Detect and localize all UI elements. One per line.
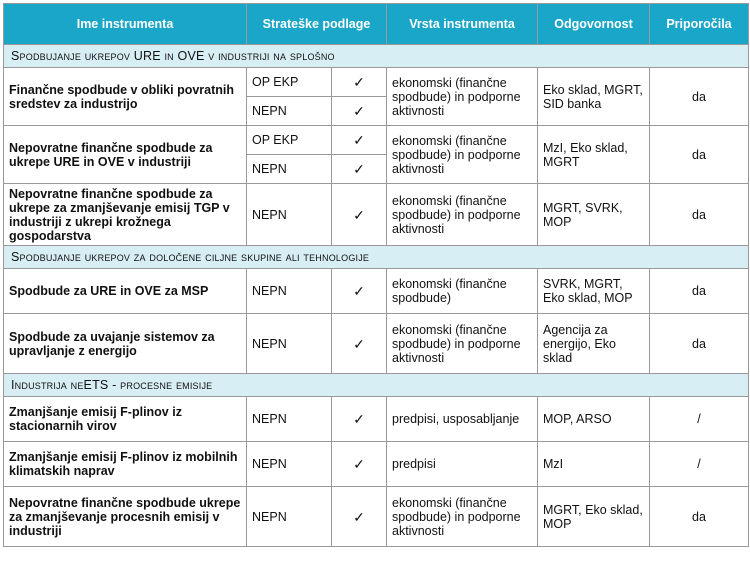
table-row (4, 269, 749, 314)
recommendation: da (650, 184, 749, 246)
instrument-name: Nepovratne finančne spodbude za ukrepe URE in OVE v industriji (4, 126, 247, 184)
strategic-source: NEPN (247, 487, 332, 547)
recommendation: / (650, 442, 749, 487)
table-row (4, 487, 749, 547)
responsibility: MzI, Eko sklad, MGRT (538, 126, 650, 184)
responsibility: MGRT, Eko sklad, MOP (538, 487, 650, 547)
section-header (4, 374, 749, 397)
col-header-name: Ime instrumenta (4, 4, 247, 45)
instruments-table (3, 3, 749, 547)
table-row (4, 184, 749, 246)
instrument-name: Spodbude za URE in OVE za MSP (4, 269, 247, 314)
check-mark-icon: ✓ (332, 397, 387, 442)
responsibility: Agencija za energijo, Eko sklad (538, 314, 650, 374)
table-row (4, 314, 749, 374)
strategic-source: OP EKP (247, 126, 332, 155)
instrument-type: ekonomski (finančne spodbude) (387, 269, 538, 314)
check-mark-icon: ✓ (332, 68, 387, 97)
header-row (4, 4, 749, 45)
recommendation: da (650, 487, 749, 547)
section-header (4, 45, 749, 68)
col-header-strategic: Strateške podlage (247, 4, 387, 45)
instrument-type: ekonomski (finančne spodbude) in podporne aktivnosti (387, 314, 538, 374)
instrument-type: ekonomski (finančne spodbude) in podporne aktivnosti (387, 68, 538, 126)
instrument-type: ekonomski (finančne spodbude) in podporne aktivnosti (387, 184, 538, 246)
strategic-source: NEPN (247, 442, 332, 487)
instrument-type: predpisi, usposabljanje (387, 397, 538, 442)
col-header-type: Vrsta instrumenta (387, 4, 538, 45)
instrument-type: ekonomski (finančne spodbude) in podporne aktivnosti (387, 126, 538, 184)
check-mark-icon: ✓ (332, 314, 387, 374)
strategic-source: NEPN (247, 314, 332, 374)
strategic-source: NEPN (247, 97, 332, 126)
strategic-source: NEPN (247, 184, 332, 246)
check-mark-icon: ✓ (332, 97, 387, 126)
table-row (4, 126, 749, 155)
recommendation: da (650, 269, 749, 314)
responsibility: MOP, ARSO (538, 397, 650, 442)
instrument-type: predpisi (387, 442, 538, 487)
responsibility: MGRT, SVRK, MOP (538, 184, 650, 246)
table-row (4, 397, 749, 442)
strategic-source: OP EKP (247, 68, 332, 97)
strategic-source: NEPN (247, 155, 332, 184)
col-header-responsibility: Odgovornost (538, 4, 650, 45)
instrument-name: Nepovratne finančne spodbude ukrepe za zmanjševanje procesnih emisij v industriji (4, 487, 247, 547)
instrument-name: Finančne spodbude v obliki povratnih sredstev za industrijo (4, 68, 247, 126)
strategic-source: NEPN (247, 397, 332, 442)
recommendation: da (650, 68, 749, 126)
section-title: Industrija neETS - procesne emisije (4, 374, 749, 397)
section-title: Spodbujanje ukrepov URE in OVE v industriji na splošno (4, 45, 749, 68)
responsibility: SVRK, MGRT, Eko sklad, MOP (538, 269, 650, 314)
check-mark-icon: ✓ (332, 269, 387, 314)
instrument-name: Zmanjšanje emisij F-plinov iz mobilnih klimatskih naprav (4, 442, 247, 487)
check-mark-icon: ✓ (332, 442, 387, 487)
strategic-source: NEPN (247, 269, 332, 314)
check-mark-icon: ✓ (332, 487, 387, 547)
section-title: Spodbujanje ukrepov za določene ciljne skupine ali tehnologije (4, 246, 749, 269)
table-row (4, 68, 749, 97)
recommendation: da (650, 126, 749, 184)
instrument-name: Zmanjšanje emisij F-plinov iz stacionarnih virov (4, 397, 247, 442)
instrument-name: Spodbude za uvajanje sistemov za upravljanje z energijo (4, 314, 247, 374)
table-row (4, 442, 749, 487)
col-header-recommendations: Priporočila (650, 4, 749, 45)
recommendation: da (650, 314, 749, 374)
check-mark-icon: ✓ (332, 155, 387, 184)
instrument-type: ekonomski (finančne spodbude) in podporne aktivnosti (387, 487, 538, 547)
responsibility: Eko sklad, MGRT, SID banka (538, 68, 650, 126)
check-mark-icon: ✓ (332, 184, 387, 246)
check-mark-icon: ✓ (332, 126, 387, 155)
instrument-name: Nepovratne finančne spodbude za ukrepe za zmanjševanje emisij TGP v industriji z ukrepi krožnega gospodarstva (4, 184, 247, 246)
recommendation: / (650, 397, 749, 442)
section-header (4, 246, 749, 269)
responsibility: MzI (538, 442, 650, 487)
